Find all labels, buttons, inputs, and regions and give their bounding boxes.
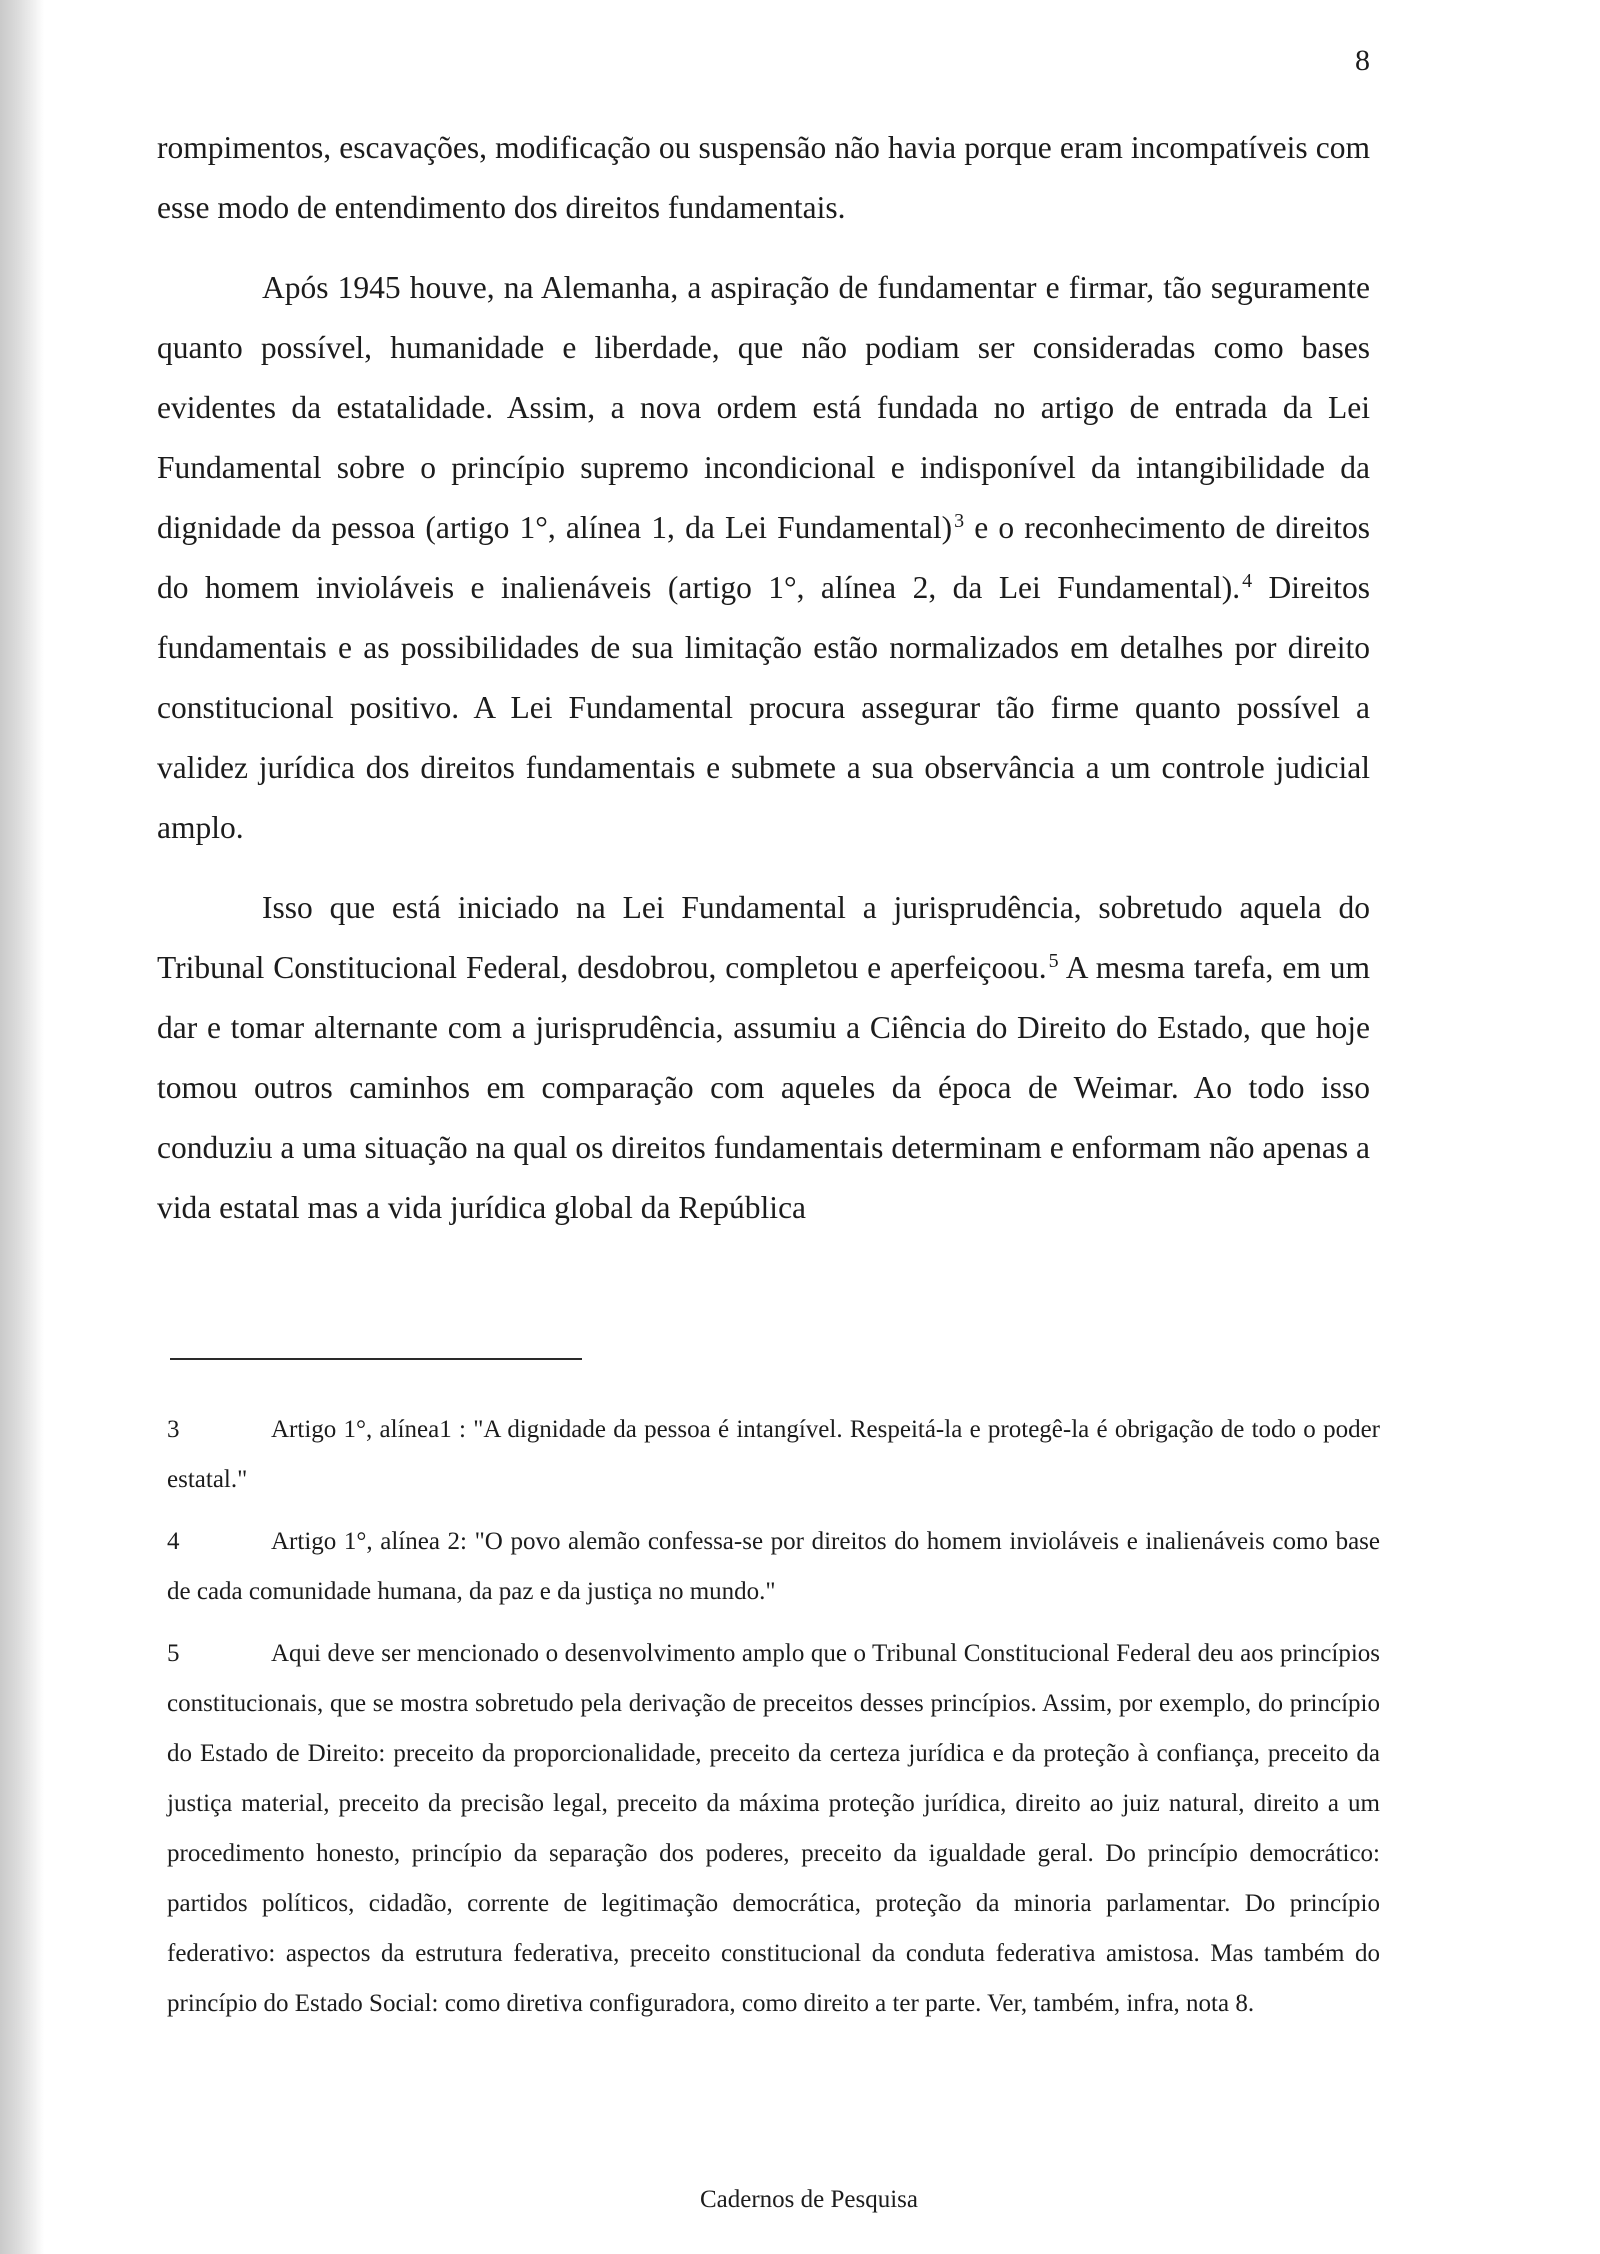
footnote-4 xyxy=(167,1517,1380,1617)
footnote-ref-5[interactable]: 5 xyxy=(1048,950,1059,972)
scan-edge-shadow xyxy=(0,0,44,2254)
footnote-ref-3[interactable]: 3 xyxy=(954,510,965,532)
paragraph-1-text: rompimentos, escavações, modificação ou suspensão não havia porque eram incompatíveis com esse modo de entendimento dos direitos fundamentais. xyxy=(157,130,1370,225)
paragraph-3 xyxy=(157,878,1370,1238)
footnotes xyxy=(167,1405,1380,2041)
body-text xyxy=(157,118,1370,1258)
paragraph-1 xyxy=(157,118,1370,238)
footnote-separator xyxy=(170,1358,582,1360)
footnote-text: Aqui deve ser mencionado o desenvolvimento amplo que o Tribunal Constitucional Federal deu aos princípios constitucionais, que se mostra sobretudo pela derivação de preceitos desses princípios. Assim, por exemplo, do princípio do Estado de Direito: preceito da proporcionalidade, preceito da certeza jurídica e da proteção à confiança, preceito da justiça material, preceito da precisão legal, preceito da máxima proteção jurídica, direito ao juiz natural, direito a um procedimento honesto, princípio da separação dos poderes, preceito da igualdade geral. Do princípio democrático: partidos políticos, cidadão, corrente de legitimação democrática, proteção da minoria parlamentar. Do princípio federativo: aspectos da estrutura federativa, preceito constitucional da conduta federativa amistosa. Mas também do princípio do Estado Social: como diretiva configuradora, como direito a ter parte. Ver, também, infra, nota 8. xyxy=(167,1640,1380,2017)
page-footer: Cadernos de Pesquisa xyxy=(699,2186,919,2213)
footnote-number: 4 xyxy=(167,1528,180,1555)
footnote-text: Artigo 1°, alínea1 : "A dignidade da pessoa é intangível. Respeitá-la e protegê-la é obrigação de todo o poder estatal." xyxy=(167,1416,1380,1493)
paragraph-3-text-b: A mesma tarefa, em um dar e tomar alternante com a jurisprudência, assumiu a Ciência do Direito do Estado, que hoje tomou outros caminhos em comparação com aqueles da época de Weimar. Ao todo isso conduziu a uma situação na qual os direitos fundamentais determinam e enformam não apenas a vida estatal mas a vida jurídica global da República xyxy=(157,950,1370,1225)
paragraph-2-text-c: Direitos fundamentais e as possibilidades de sua limitação estão normalizados em detalhes por direito constitucional positivo. A Lei Fundamental procura assegurar tão firme quanto possível a validez jurídica dos direitos fundamentais e submete a sua observância a um controle judicial amplo. xyxy=(157,570,1371,845)
paragraph-2-text-a: Após 1945 houve, na Alemanha, a aspiração de fundamentar e firmar, tão seguramente quanto possível, humanidade e liberdade, que não podiam ser consideradas como bases evidentes da estatalidade. Assim, a nova ordem está fundada no artigo de entrada da Lei Fundamental sobre o princípio supremo incondicional e indisponível da intangibilidade da dignidade da pessoa (artigo 1°, alínea 1, da Lei Fundamental) xyxy=(157,270,1370,545)
footnote-number: 5 xyxy=(167,1640,180,1667)
paragraph-2-text-b: e o reconhecimento de direitos do homem invioláveis e inalienáveis (artigo 1°, alínea 2, da Lei Fundamental). xyxy=(157,510,1370,605)
page-number: 8 xyxy=(1355,44,1370,77)
footnote-ref-4[interactable]: 4 xyxy=(1242,570,1253,592)
footnote-number: 3 xyxy=(167,1416,180,1443)
paragraph-2 xyxy=(157,258,1370,858)
paragraph-3-text-a: Isso que está iniciado na Lei Fundamental a jurisprudência, sobretudo aquela do Tribunal Constitucional Federal, desdobrou, completou e aperfeiçoou. xyxy=(157,890,1370,985)
footnote-3 xyxy=(167,1405,1380,1505)
footnote-5 xyxy=(167,1629,1380,2029)
footnote-text: Artigo 1°, alínea 2: "O povo alemão confessa-se por direitos do homem invioláveis e inalienáveis como base de cada comunidade humana, da paz e da justiça no mundo." xyxy=(167,1528,1380,1605)
